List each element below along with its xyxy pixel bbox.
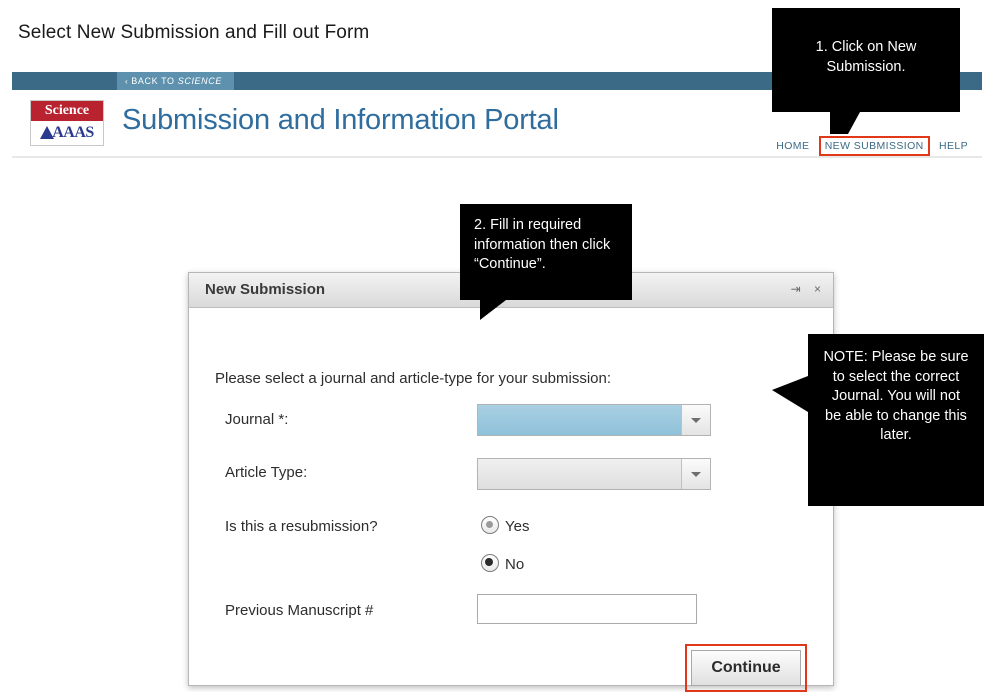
chevron-down-icon	[691, 472, 701, 477]
previous-manuscript-input[interactable]	[477, 594, 697, 624]
dialog-title: New Submission	[205, 281, 326, 298]
back-arrow-icon: ‹	[125, 77, 129, 86]
nav-item-new-submission[interactable]: NEW SUBMISSION	[819, 136, 930, 156]
logo-aaas-text	[31, 121, 103, 144]
radio-yes-label: Yes	[505, 518, 530, 535]
radio-option-no[interactable]	[481, 554, 524, 573]
resubmission-label: Is this a resubmission?	[225, 518, 378, 535]
back-to-science-link[interactable]	[117, 72, 234, 90]
portal-nav	[770, 140, 968, 152]
callout-tail	[480, 300, 506, 320]
previous-manuscript-label: Previous Manuscript #	[225, 602, 374, 619]
nav-item-home[interactable]: HOME	[776, 140, 810, 152]
portal-title: Submission and Information Portal	[122, 104, 559, 136]
radio-no-icon[interactable]	[481, 554, 499, 572]
continue-button-highlight	[685, 644, 807, 692]
close-icon[interactable]: ×	[813, 282, 821, 296]
science-aaas-logo	[30, 100, 104, 146]
callout-note-text: NOTE: Please be sure to select the correct Journal. You will not be able to change this later.	[823, 349, 969, 444]
dialog-window-buttons	[781, 282, 821, 296]
article-type-select-arrowbox[interactable]	[681, 459, 710, 489]
logo-aaas-label: AAAS	[52, 124, 94, 141]
new-submission-dialog	[188, 272, 834, 686]
radio-no-label: No	[505, 556, 525, 573]
back-link-text-italic: SCIENCE	[177, 76, 222, 86]
back-link-text: BACK TO	[131, 76, 178, 86]
dialog-intro-text: Please select a journal and article-type for your submission:	[215, 370, 612, 387]
callout-tail	[830, 112, 860, 134]
pin-icon[interactable]: ⇥	[790, 282, 801, 296]
nav-item-help[interactable]: HELP	[938, 140, 968, 152]
journal-select[interactable]	[477, 404, 711, 436]
article-type-label: Article Type:	[225, 464, 308, 481]
journal-select-arrowbox[interactable]	[681, 405, 710, 435]
continue-button[interactable]: Continue	[691, 650, 801, 686]
journal-label: Journal *:	[225, 411, 289, 428]
article-type-select[interactable]	[477, 458, 711, 490]
chevron-down-icon	[691, 418, 701, 423]
callout-tail	[772, 376, 808, 412]
callout-step-2-text: 2. Fill in required information then click “Continue”.	[474, 217, 611, 273]
dialog-body	[189, 308, 833, 684]
callout-step-1	[772, 8, 960, 112]
radio-yes-icon[interactable]	[481, 516, 499, 534]
page-title: Select New Submission and Fill out Form	[18, 22, 370, 43]
callout-step-2	[460, 204, 632, 300]
callout-note	[808, 334, 984, 506]
logo-science-text: Science	[31, 101, 103, 121]
callout-step-1-text: 1. Click on New Submission.	[815, 39, 917, 75]
radio-option-yes[interactable]	[481, 516, 529, 535]
